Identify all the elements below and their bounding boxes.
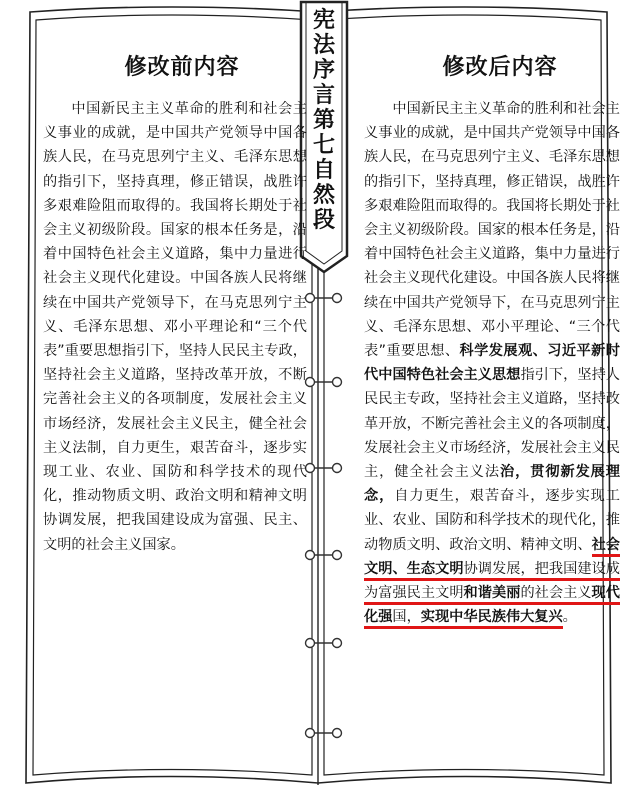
after-paragraph (364, 97, 620, 629)
ribbon-title (306, 8, 342, 233)
ribbon-char: 第 (312, 108, 335, 133)
ribbon-char: 言 (312, 83, 335, 108)
text-segment: 自力更生，艰苦奋斗，逐步实现工业、农业、国防和科学技术的现代化，推动物质文明、政治文明、精神文明、 (364, 488, 620, 553)
ribbon-char: 自 (312, 158, 335, 183)
before-paragraph: 中国新民主主义革命的胜利和社会主义事业的成就，是中国共产党领导中国各族人民，在马克思列宁主义、毛泽东思想的指引下，坚持真理，修正错误，战胜许多艰难险阻而取得的。我国将长期处于社会主义初级阶段。国家的根本任务是，沿着中国特色社会主义道路，集中力量进行社会主义现代化建设。中国各族人民将继续在中国共产党领导下，在马克思列宁主义、毛泽东思想、邓小平理论和“三个代表”重要思想指引下，坚持人民民主专政，坚持社会主义道路，坚持改革开放，不断完善社会主义的各项制度，发展社会主义市场经济，发展社会主义民主，健全社会主义法制，自力更生，艰苦奋斗，逐步实现工业、农业、国防和科学技术的现代化，推动物质文明、政治文明和精神文明协调发展，把我国建设成为富强、民主、文明的社会主义国家。 (43, 101, 307, 553)
ribbon-char: 序 (312, 58, 335, 83)
text-segment: 协调发展，把我国建设成为富强民主文明 (364, 561, 620, 605)
added-text-segment: 科学发展观、习近平新时代中国特色社会主义思想 (364, 343, 620, 384)
text-segment: 指引下，坚持人民民主专政，坚持社会主义道路，坚持改革开放，不断完善社会主义的各项制度，发展社会主义市场经济，发展社会主义民主，健全社会主义法 (364, 367, 620, 481)
text-segment: 中国新民主主义革命的胜利和社会主义事业的成就，是中国共产党领导中国各族人民，在马克思列宁主义、毛泽东思想的指引下，坚持真理，修正错误，战胜许多艰难险阻而取得的。我国将长期处于社会主义初级阶段。国家的根本任务是，沿着中国特色社会主义道路，集中力量进行社会主义现代化建设。中国各族人民将继续在中国共产党领导下，在马克思列宁主义、毛泽东思想、邓小平理论、“三个代表”重要思想、 (364, 101, 620, 360)
ribbon-char: 然 (312, 183, 335, 208)
before-title: 修改前内容 (124, 55, 240, 80)
ribbon-char: 段 (312, 208, 335, 233)
added-text-segment: 社会文明、生态文明 (364, 537, 620, 581)
text-segment: 国， (392, 609, 420, 629)
added-text-segment: 现代化强 (364, 585, 620, 629)
added-text-segment: 实现中华民族伟大复兴 (421, 609, 563, 629)
after-title: 修改后内容 (442, 55, 558, 80)
added-text-segment: 和谐美丽 (464, 585, 521, 605)
text-segment: 。 (562, 609, 577, 626)
ribbon-char: 宪 (312, 8, 335, 33)
ribbon-char: 七 (312, 133, 335, 158)
ribbon-char: 法 (312, 33, 335, 58)
added-text-segment: 治，贯彻新发展理念， (364, 464, 620, 505)
text-segment: 的社会主义 (520, 585, 591, 605)
